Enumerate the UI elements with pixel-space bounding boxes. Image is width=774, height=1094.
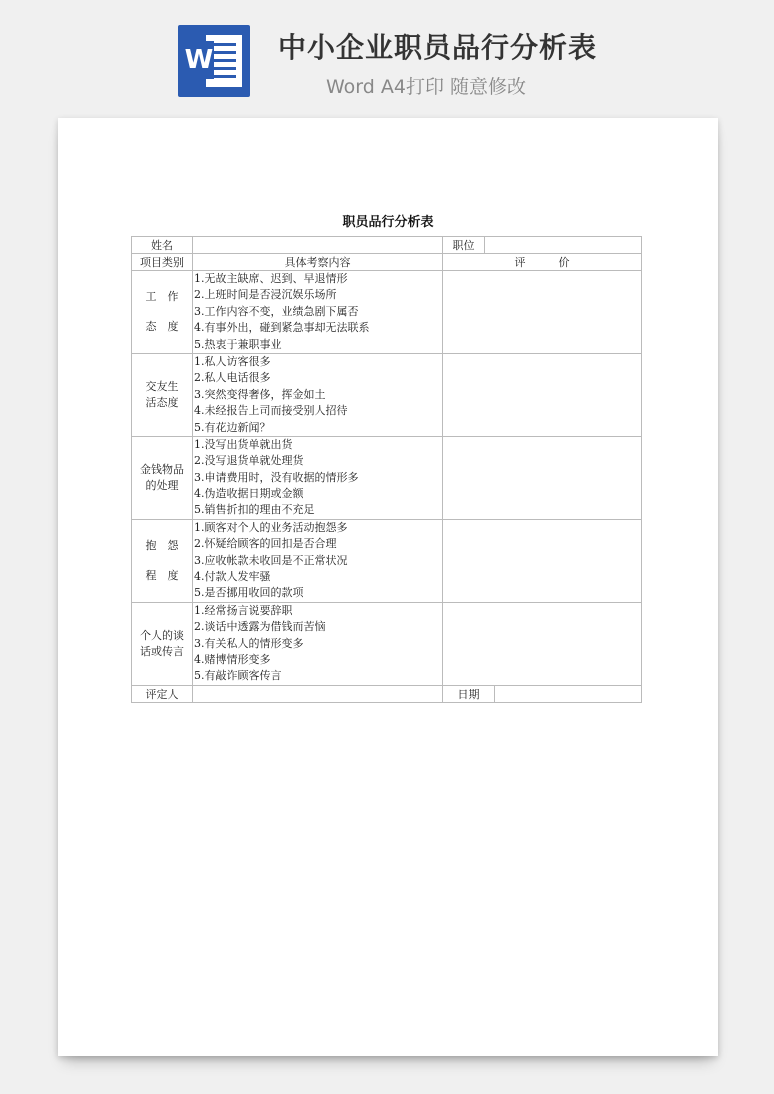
page-title: 中小企业职员品行分析表 — [278, 31, 598, 64]
list-item: 4.付款人发牢骚 — [194, 570, 271, 584]
list-item: 3.有关私人的情形变多 — [194, 636, 304, 650]
list-item: 4.伪造收据日期或金额 — [194, 487, 304, 501]
section-items — [193, 602, 443, 685]
list-item: 2.私人电话很多 — [194, 371, 271, 385]
logo-letter: W — [184, 41, 214, 79]
footer-row — [132, 685, 642, 702]
evaluation-field[interactable] — [443, 519, 642, 602]
list-item: 5.热衷于兼职事业 — [194, 337, 282, 351]
evaluation-header: 评 价 — [443, 254, 642, 271]
category-header: 项目类别 — [132, 254, 193, 271]
list-item: 1.私人访客很多 — [194, 354, 271, 368]
form-title: 职员品行分析表 — [342, 215, 434, 230]
page-subtitle: Word A4打印 随意修改 — [326, 76, 527, 98]
list-item: 5.有花边新闻？ — [194, 420, 271, 434]
list-item: 5.销售折扣的理由不充足 — [194, 503, 315, 517]
list-item: 1.没写出货单就出货 — [194, 437, 293, 451]
header-banner — [0, 0, 774, 118]
section-items — [193, 353, 443, 436]
list-item: 1.经常扬言说要辞职 — [194, 603, 293, 617]
list-item: 5.是否挪用收回的款项 — [194, 586, 304, 600]
evaluation-table — [131, 236, 642, 703]
section-row — [132, 271, 642, 354]
position-field[interactable] — [485, 237, 642, 254]
header-row — [132, 254, 642, 271]
evaluation-field[interactable] — [443, 602, 642, 685]
list-item: 4.赌博情形变多 — [194, 652, 271, 666]
list-item: 1.顾客对个人的业务活动抱怨多 — [194, 520, 348, 534]
section-category: 工 作 态 度 — [132, 271, 193, 354]
section-category: 抱 怨 程 度 — [132, 519, 193, 602]
section-category: 金钱物品 的处理 — [132, 436, 193, 519]
evaluation-field[interactable] — [443, 436, 642, 519]
date-label: 日期 — [443, 685, 495, 702]
name-label: 姓名 — [132, 237, 193, 254]
section-category: 交友生 活态度 — [132, 353, 193, 436]
list-item: 3.申请费用时，没有收据的情形多 — [194, 470, 359, 484]
position-label: 职位 — [443, 237, 485, 254]
list-item: 4.未经报告上司而接受别人招待 — [194, 404, 348, 418]
evaluation-field[interactable] — [443, 271, 642, 354]
list-item: 3.应收帐款未收回是不正常状况 — [194, 553, 348, 567]
section-row — [132, 353, 642, 436]
date-field[interactable] — [495, 685, 642, 702]
content-header: 具体考察内容 — [193, 254, 443, 271]
list-item: 3.突然变得奢侈，挥金如土 — [194, 387, 326, 401]
list-item: 2.谈话中透露为借钱而苦恼 — [194, 620, 326, 634]
section-items — [193, 519, 443, 602]
evaluation-field[interactable] — [443, 353, 642, 436]
list-item: 1.无故主缺席、迟到、早退情形 — [194, 272, 348, 285]
evaluator-label: 评定人 — [132, 685, 193, 702]
list-item: 4.有事外出，碰到紧急事却无法联系 — [194, 321, 370, 335]
section-items — [193, 271, 443, 354]
name-field[interactable] — [193, 237, 443, 254]
section-row — [132, 602, 642, 685]
list-item: 5.有敲诈顾客传言 — [194, 669, 282, 683]
list-item: 2.上班时间是否浸沉娱乐场所 — [194, 288, 337, 302]
list-item: 3.工作内容不变，业绩急剧下属否 — [194, 304, 359, 318]
section-items — [193, 436, 443, 519]
list-item: 2.怀疑给顾客的回扣是否合理 — [194, 537, 337, 551]
document-page — [58, 118, 718, 1056]
name-row — [132, 237, 642, 254]
list-item: 2.没写退货单就处理货 — [194, 454, 304, 468]
section-row — [132, 519, 642, 602]
evaluator-field[interactable] — [193, 685, 443, 702]
section-category: 个人的谈 话或传言 — [132, 602, 193, 685]
section-row — [132, 436, 642, 519]
word-document-icon — [178, 25, 250, 97]
